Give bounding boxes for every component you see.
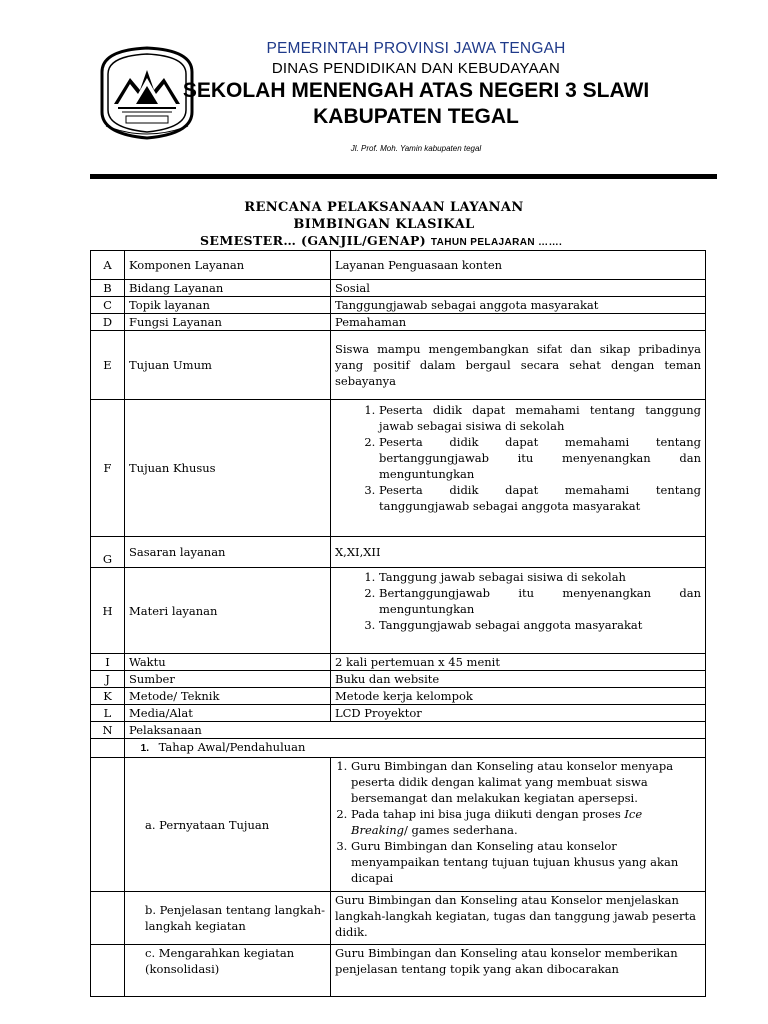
list-item: 1. Guru Bimbingan dan Konseling atau konselor menyapa peserta didik dengan kalimat yang membuat siswa bersemangat dan melakukan kegiatan apersepsi.	[351, 758, 701, 806]
table-row	[91, 688, 706, 705]
row-code	[91, 945, 125, 997]
emphasis-text: Ice Breaking	[351, 807, 643, 837]
table-row	[91, 654, 706, 671]
step-activities-list	[335, 758, 701, 886]
step-label: c. Mengarahkan kegiatan (konsolidasi)	[125, 945, 331, 997]
row-code	[91, 739, 125, 758]
list-item: 1. Peserta didik dapat memahami tentang tanggung jawab sebagai sisiwa di sekolah	[379, 402, 701, 434]
document-subtitle: BIMBINGAN KLASIKAL	[293, 217, 475, 232]
row-label: Fungsi Layanan	[125, 314, 331, 331]
row-value: Sosial	[331, 280, 706, 297]
list-item: 2. Bertanggungjawab itu menyenangkan dan menguntungkan	[379, 585, 701, 617]
row-value: Pemahaman	[331, 314, 706, 331]
step-label: b. Penjelasan tentang langkah-langkah kegiatan	[125, 892, 331, 945]
table-row	[91, 280, 706, 297]
table-row	[91, 722, 706, 739]
table-row	[91, 400, 706, 537]
table-row	[91, 671, 706, 688]
table-row	[91, 251, 706, 280]
list-item: 3. Peserta didik dapat memahami tentang tanggungjawab sebagai anggota masyarakat	[379, 482, 701, 514]
header-divider	[90, 174, 717, 179]
list-item-text: / games sederhana.	[404, 823, 518, 837]
row-value: 2 kali pertemuan x 45 menit	[331, 654, 706, 671]
row-code: K	[91, 688, 125, 705]
service-plan-table	[90, 250, 706, 997]
table-row	[91, 297, 706, 314]
list-item: 3. Guru Bimbingan dan Konseling atau konselor menyampaikan tentang tujuan tujuan khusus yang akan dicapai	[351, 838, 701, 886]
row-label: Materi layanan	[125, 568, 331, 654]
row-code: N	[91, 722, 125, 739]
row-value: Metode kerja kelompok	[331, 688, 706, 705]
row-label: Topik layanan	[125, 297, 331, 314]
table-row	[91, 705, 706, 722]
row-code: E	[91, 331, 125, 400]
table-row	[91, 758, 706, 892]
row-code: H	[91, 568, 125, 654]
table-row	[91, 945, 706, 997]
row-value: Layanan Penguasaan konten	[331, 251, 706, 280]
document-title: RENCANA PELAKSANAAN LAYANAN	[244, 200, 524, 215]
row-code	[91, 758, 125, 892]
row-label: Sumber	[125, 671, 331, 688]
row-label: Tujuan Khusus	[125, 400, 331, 537]
row-value: LCD Proyektor	[331, 705, 706, 722]
row-value: X,XI,XII	[331, 537, 706, 568]
phase-heading	[125, 739, 706, 758]
list-item: 3. Tanggungjawab sebagai anggota masyarakat	[379, 617, 701, 633]
school-name: SEKOLAH MENENGAH ATAS NEGERI 3 SLAWI	[182, 79, 650, 102]
table-row	[91, 314, 706, 331]
list-item: 1. Tanggung jawab sebagai sisiwa di sekolah	[379, 569, 701, 585]
row-code	[91, 892, 125, 945]
row-code: D	[91, 314, 125, 331]
row-value: Siswa mampu mengembangkan sifat dan sikap pribadinya yang positif dalam bergaul secara sehat dengan teman sebayanya	[331, 331, 706, 400]
table-row	[91, 331, 706, 400]
row-code: F	[91, 400, 125, 537]
row-value	[331, 400, 706, 537]
phase-title: Tahap Awal/Pendahuluan	[158, 740, 306, 754]
list-item-text: Pada tahap ini bisa juga diikuti dengan proses	[351, 807, 625, 821]
row-label: Waktu	[125, 654, 331, 671]
table-row	[91, 739, 706, 758]
row-label: Metode/ Teknik	[125, 688, 331, 705]
agency-name: DINAS PENDIDIKAN DAN KEBUDAYAAN	[271, 60, 561, 77]
step-value: Guru Bimbingan dan Konseling atau Konselor menjelaskan langkah-langkah kegiatan, tugas dan tanggung jawab peserta didik.	[331, 892, 706, 945]
regency-name: KABUPATEN TEGAL	[313, 105, 519, 128]
step-value: Guru Bimbingan dan Konseling atau konselor memberikan penjelasan tentang topik yang akan dibocarakan	[331, 945, 706, 997]
row-code: C	[91, 297, 125, 314]
row-label: Bidang Layanan	[125, 280, 331, 297]
row-value: Tanggungjawab sebagai anggota masyarakat	[331, 297, 706, 314]
table-row	[91, 568, 706, 654]
school-address: Jl. Prof. Moh. Yamin kabupaten tegal	[350, 144, 482, 153]
row-code: I	[91, 654, 125, 671]
phase-number: 1.	[140, 743, 149, 754]
row-label: Media/Alat	[125, 705, 331, 722]
list-item	[351, 806, 701, 838]
row-label: Komponen Layanan	[125, 251, 331, 280]
row-label: Pelaksanaan	[125, 722, 706, 739]
row-code: L	[91, 705, 125, 722]
step-value	[331, 758, 706, 892]
row-label: Sasaran layanan	[125, 537, 331, 568]
province-name: PEMERINTAH PROVINSI JAWA TENGAH	[266, 40, 566, 57]
specific-goals-list	[335, 402, 701, 514]
table-row	[91, 892, 706, 945]
row-code: B	[91, 280, 125, 297]
step-label: a. Pernyataan Tujuan	[125, 758, 331, 892]
semester-label: SEMESTER… (GANJIL/GENAP)	[200, 233, 427, 248]
row-code: J	[91, 671, 125, 688]
list-item: 2. Peserta didik dapat memahami tentang bertanggungjawab itu menyenangkan dan menguntungkan	[379, 434, 701, 482]
row-value	[331, 568, 706, 654]
materials-list	[335, 569, 701, 633]
academic-year-label: TAHUN PELAJARAN …….	[430, 237, 563, 248]
table-row	[91, 537, 706, 568]
row-value: Buku dan website	[331, 671, 706, 688]
row-code: G	[91, 537, 125, 568]
row-code: A	[91, 251, 125, 280]
semester-line	[200, 233, 670, 248]
row-label: Tujuan Umum	[125, 331, 331, 400]
